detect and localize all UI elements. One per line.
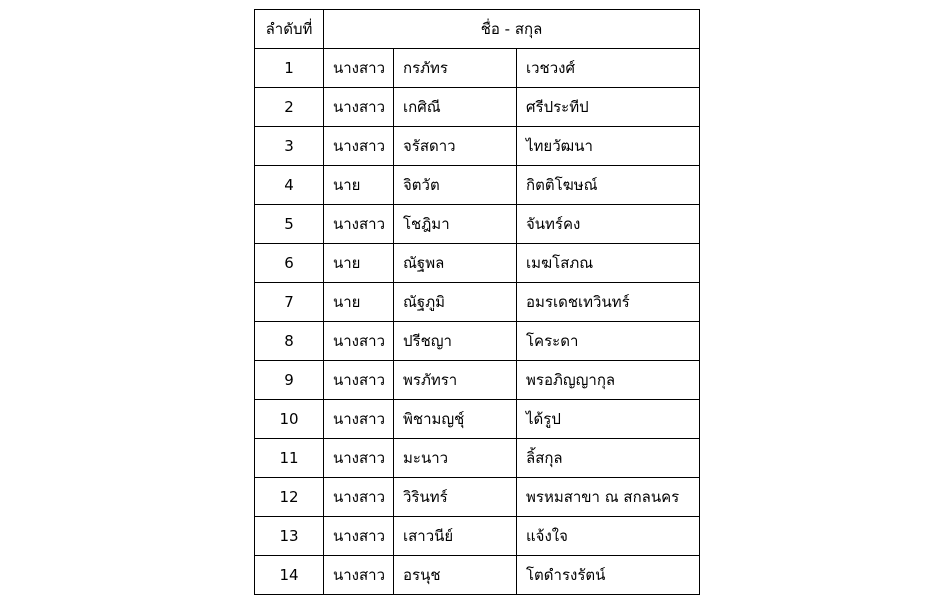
table-row xyxy=(255,283,700,322)
first-name: พรภัทรา xyxy=(394,361,517,400)
row-number: 3 xyxy=(255,127,324,166)
title-prefix: นางสาว xyxy=(324,205,394,244)
title-prefix: นางสาว xyxy=(324,88,394,127)
row-number: 11 xyxy=(255,439,324,478)
table-row xyxy=(255,478,700,517)
last-name: แจ้งใจ xyxy=(517,517,700,556)
last-name: กิตติโฆษณ์ xyxy=(517,166,700,205)
first-name: จรัสดาว xyxy=(394,127,517,166)
last-name: เวชวงศ์ xyxy=(517,49,700,88)
last-name: ได้รูป xyxy=(517,400,700,439)
first-name: เสาวนีย์ xyxy=(394,517,517,556)
last-name: ลิ้สกุล xyxy=(517,439,700,478)
table-row xyxy=(255,400,700,439)
row-number: 14 xyxy=(255,556,324,595)
row-number: 10 xyxy=(255,400,324,439)
table-row xyxy=(255,556,700,595)
table-row xyxy=(255,166,700,205)
title-prefix: นางสาว xyxy=(324,361,394,400)
title-prefix: นางสาว xyxy=(324,400,394,439)
last-name: ไทยวัฒนา xyxy=(517,127,700,166)
row-number: 9 xyxy=(255,361,324,400)
first-name: ณัฐภูมิ xyxy=(394,283,517,322)
title-prefix: นาย xyxy=(324,244,394,283)
first-name: มะนาว xyxy=(394,439,517,478)
table-header-row xyxy=(255,10,700,49)
title-prefix: นางสาว xyxy=(324,322,394,361)
row-number: 2 xyxy=(255,88,324,127)
title-prefix: นางสาว xyxy=(324,127,394,166)
table-row xyxy=(255,322,700,361)
table-row xyxy=(255,439,700,478)
last-name: พรหมสาขา ณ สกลนคร xyxy=(517,478,700,517)
last-name: ศรีประทีป xyxy=(517,88,700,127)
last-name: อมรเดชเทวินทร์ xyxy=(517,283,700,322)
table-row xyxy=(255,517,700,556)
first-name: เกศิณี xyxy=(394,88,517,127)
title-prefix: นางสาว xyxy=(324,556,394,595)
first-name: โชฎิมา xyxy=(394,205,517,244)
table-body xyxy=(255,49,700,595)
row-number: 5 xyxy=(255,205,324,244)
title-prefix: นางสาว xyxy=(324,439,394,478)
order-column-header: ลำดับที่ xyxy=(255,10,324,49)
title-prefix: นางสาว xyxy=(324,49,394,88)
row-number: 6 xyxy=(255,244,324,283)
title-prefix: นาย xyxy=(324,166,394,205)
row-number: 8 xyxy=(255,322,324,361)
last-name: พรอภิญญากุล xyxy=(517,361,700,400)
table-row xyxy=(255,361,700,400)
first-name: วิรินทร์ xyxy=(394,478,517,517)
first-name: จิตวัต xyxy=(394,166,517,205)
first-name: พิชามญชุ์ xyxy=(394,400,517,439)
table-row xyxy=(255,88,700,127)
first-name: กรภัทร xyxy=(394,49,517,88)
last-name: โตดำรงรัตน์ xyxy=(517,556,700,595)
last-name: โคระดา xyxy=(517,322,700,361)
first-name: ณัฐพล xyxy=(394,244,517,283)
row-number: 4 xyxy=(255,166,324,205)
first-name: ปรีชญา xyxy=(394,322,517,361)
last-name: เมฆโสภณ xyxy=(517,244,700,283)
row-number: 13 xyxy=(255,517,324,556)
table-row xyxy=(255,127,700,166)
last-name: จันทร์คง xyxy=(517,205,700,244)
name-column-header: ชื่อ - สกุล xyxy=(324,10,700,49)
title-prefix: นางสาว xyxy=(324,517,394,556)
row-number: 7 xyxy=(255,283,324,322)
name-list-table xyxy=(254,9,700,595)
table-row xyxy=(255,49,700,88)
title-prefix: นางสาว xyxy=(324,478,394,517)
table-row xyxy=(255,205,700,244)
row-number: 12 xyxy=(255,478,324,517)
row-number: 1 xyxy=(255,49,324,88)
table-row xyxy=(255,244,700,283)
first-name: อรนุช xyxy=(394,556,517,595)
title-prefix: นาย xyxy=(324,283,394,322)
